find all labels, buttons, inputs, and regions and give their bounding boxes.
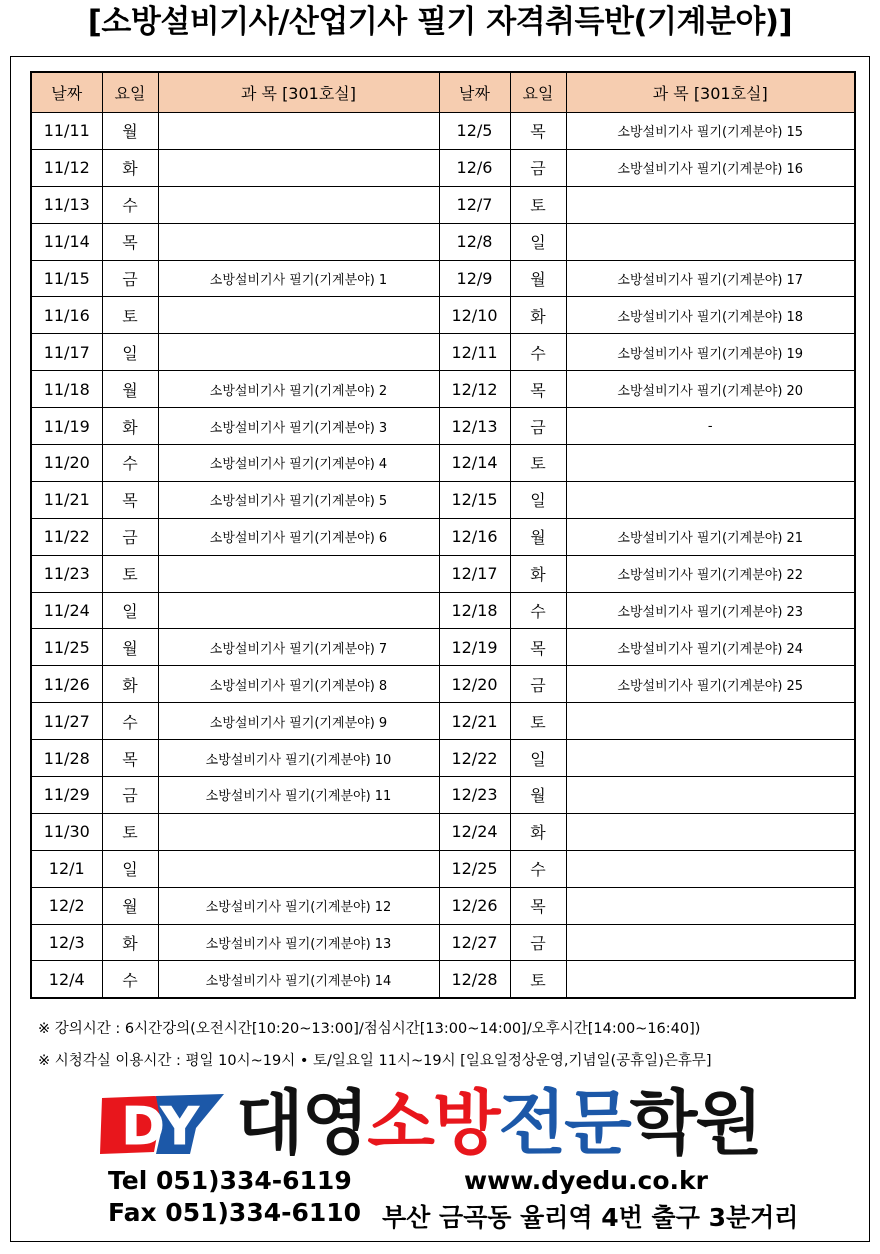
date-cell: 12/28 bbox=[439, 961, 510, 998]
date-cell: 12/12 bbox=[439, 371, 510, 408]
schedule-row bbox=[31, 445, 855, 482]
logo-text: DY bbox=[121, 1097, 199, 1157]
date-cell: 11/15 bbox=[31, 260, 102, 297]
date-cell: 11/16 bbox=[31, 297, 102, 334]
weekday-cell: 수 bbox=[102, 445, 158, 482]
weekday-cell: 월 bbox=[510, 260, 566, 297]
date-cell: 12/22 bbox=[439, 740, 510, 777]
date-cell: 11/19 bbox=[31, 408, 102, 445]
header-weekday: 요일 bbox=[510, 72, 566, 113]
weekday-cell: 토 bbox=[510, 703, 566, 740]
date-cell: 11/13 bbox=[31, 186, 102, 223]
page-title: [소방설비기사/산업기사 필기 자격취득반(기계분야)] bbox=[87, 4, 793, 40]
av-room-note: ※ 시청각실 이용시간 : 평일 10시~19시 • 토/일요일 11시~19시 [일요일정상운영,기념일(공휴일)은휴무] bbox=[38, 1053, 712, 1069]
date-cell: 12/13 bbox=[439, 408, 510, 445]
date-cell: 12/26 bbox=[439, 887, 510, 924]
header-date: 날짜 bbox=[31, 72, 102, 113]
address: 부산 금곡동 율리역 4번 출구 3분거리 bbox=[382, 1203, 799, 1232]
weekday-cell: 화 bbox=[102, 149, 158, 186]
subject-cell: 소방설비기사 필기(기계분야) 3 bbox=[158, 408, 439, 445]
date-cell: 11/27 bbox=[31, 703, 102, 740]
weekday-cell: 목 bbox=[510, 887, 566, 924]
subject-cell: 소방설비기사 필기(기계분야) 2 bbox=[158, 371, 439, 408]
date-cell: 11/29 bbox=[31, 777, 102, 814]
weekday-cell: 수 bbox=[510, 850, 566, 887]
subject-cell: 소방설비기사 필기(기계분야) 10 bbox=[158, 740, 439, 777]
schedule-row bbox=[31, 703, 855, 740]
schedule-row bbox=[31, 924, 855, 961]
subject-cell: 소방설비기사 필기(기계분야) 18 bbox=[566, 297, 855, 334]
subject-cell bbox=[158, 186, 439, 223]
weekday-cell: 월 bbox=[102, 629, 158, 666]
date-cell: 12/21 bbox=[439, 703, 510, 740]
weekday-cell: 일 bbox=[510, 740, 566, 777]
weekday-cell: 토 bbox=[510, 961, 566, 998]
date-cell: 12/8 bbox=[439, 223, 510, 260]
subject-cell bbox=[566, 481, 855, 518]
subject-cell: - bbox=[566, 408, 855, 445]
subject-cell bbox=[566, 961, 855, 998]
schedule-row bbox=[31, 149, 855, 186]
schedule-row bbox=[31, 113, 855, 150]
schedule-header-row bbox=[31, 72, 855, 113]
weekday-cell: 수 bbox=[102, 961, 158, 998]
weekday-cell: 수 bbox=[102, 703, 158, 740]
weekday-cell: 금 bbox=[510, 149, 566, 186]
weekday-cell: 토 bbox=[102, 813, 158, 850]
weekday-cell: 일 bbox=[510, 223, 566, 260]
date-cell: 11/21 bbox=[31, 481, 102, 518]
subject-cell: 소방설비기사 필기(기계분야) 23 bbox=[566, 592, 855, 629]
date-cell: 12/7 bbox=[439, 186, 510, 223]
weekday-cell: 토 bbox=[510, 445, 566, 482]
date-cell: 12/10 bbox=[439, 297, 510, 334]
header-date: 날짜 bbox=[439, 72, 510, 113]
academy-name-part3: 전문 bbox=[498, 1082, 630, 1164]
weekday-cell: 월 bbox=[102, 887, 158, 924]
weekday-cell: 목 bbox=[102, 481, 158, 518]
dy-logo bbox=[96, 1088, 232, 1160]
date-cell: 11/28 bbox=[31, 740, 102, 777]
weekday-cell: 목 bbox=[102, 223, 158, 260]
schedule-row bbox=[31, 666, 855, 703]
schedule-row bbox=[31, 334, 855, 371]
date-cell: 12/16 bbox=[439, 518, 510, 555]
schedule-row bbox=[31, 887, 855, 924]
date-cell: 12/23 bbox=[439, 777, 510, 814]
schedule-row bbox=[31, 481, 855, 518]
academy-name bbox=[236, 1078, 761, 1168]
weekday-cell: 목 bbox=[102, 740, 158, 777]
weekday-cell: 수 bbox=[510, 592, 566, 629]
date-cell: 11/24 bbox=[31, 592, 102, 629]
subject-cell: 소방설비기사 필기(기계분야) 16 bbox=[566, 149, 855, 186]
date-cell: 12/27 bbox=[439, 924, 510, 961]
schedule-row bbox=[31, 371, 855, 408]
subject-cell: 소방설비기사 필기(기계분야) 17 bbox=[566, 260, 855, 297]
date-cell: 12/14 bbox=[439, 445, 510, 482]
schedule-row bbox=[31, 297, 855, 334]
subject-cell: 소방설비기사 필기(기계분야) 7 bbox=[158, 629, 439, 666]
schedule-row bbox=[31, 555, 855, 592]
subject-cell bbox=[566, 813, 855, 850]
weekday-cell: 일 bbox=[102, 334, 158, 371]
weekday-cell: 일 bbox=[102, 592, 158, 629]
date-cell: 12/5 bbox=[439, 113, 510, 150]
date-cell: 12/19 bbox=[439, 629, 510, 666]
subject-cell bbox=[158, 223, 439, 260]
weekday-cell: 수 bbox=[102, 186, 158, 223]
date-cell: 12/9 bbox=[439, 260, 510, 297]
schedule-row bbox=[31, 629, 855, 666]
weekday-cell: 일 bbox=[102, 850, 158, 887]
subject-cell: 소방설비기사 필기(기계분야) 9 bbox=[158, 703, 439, 740]
schedule-row bbox=[31, 260, 855, 297]
subject-cell bbox=[566, 445, 855, 482]
date-cell: 11/22 bbox=[31, 518, 102, 555]
schedule-row bbox=[31, 850, 855, 887]
weekday-cell: 월 bbox=[510, 777, 566, 814]
subject-cell bbox=[566, 777, 855, 814]
date-cell: 12/20 bbox=[439, 666, 510, 703]
subject-cell: 소방설비기사 필기(기계분야) 12 bbox=[158, 887, 439, 924]
subject-cell bbox=[566, 223, 855, 260]
weekday-cell: 수 bbox=[510, 334, 566, 371]
subject-cell: 소방설비기사 필기(기계분야) 19 bbox=[566, 334, 855, 371]
date-cell: 12/1 bbox=[31, 850, 102, 887]
subject-cell bbox=[158, 592, 439, 629]
weekday-cell: 월 bbox=[510, 518, 566, 555]
weekday-cell: 일 bbox=[510, 481, 566, 518]
subject-cell bbox=[158, 850, 439, 887]
weekday-cell: 목 bbox=[510, 113, 566, 150]
date-cell: 12/4 bbox=[31, 961, 102, 998]
subject-cell: 소방설비기사 필기(기계분야) 15 bbox=[566, 113, 855, 150]
subject-cell: 소방설비기사 필기(기계분야) 8 bbox=[158, 666, 439, 703]
header-subject: 과 목 [301호실] bbox=[566, 72, 855, 113]
date-cell: 12/18 bbox=[439, 592, 510, 629]
weekday-cell: 화 bbox=[510, 813, 566, 850]
subject-cell: 소방설비기사 필기(기계분야) 21 bbox=[566, 518, 855, 555]
subject-cell bbox=[158, 334, 439, 371]
weekday-cell: 화 bbox=[102, 408, 158, 445]
weekday-cell: 금 bbox=[510, 666, 566, 703]
subject-cell bbox=[566, 887, 855, 924]
subject-cell bbox=[566, 703, 855, 740]
subject-cell: 소방설비기사 필기(기계분야) 11 bbox=[158, 777, 439, 814]
date-cell: 11/17 bbox=[31, 334, 102, 371]
schedule-row bbox=[31, 186, 855, 223]
weekday-cell: 토 bbox=[102, 297, 158, 334]
schedule-row bbox=[31, 777, 855, 814]
subject-cell: 소방설비기사 필기(기계분야) 1 bbox=[158, 260, 439, 297]
date-cell: 11/14 bbox=[31, 223, 102, 260]
subject-cell bbox=[158, 297, 439, 334]
date-cell: 11/26 bbox=[31, 666, 102, 703]
header-subject: 과 목 [301호실] bbox=[158, 72, 439, 113]
date-cell: 12/2 bbox=[31, 887, 102, 924]
subject-cell: 소방설비기사 필기(기계분야) 22 bbox=[566, 555, 855, 592]
date-cell: 11/30 bbox=[31, 813, 102, 850]
academy-name-part2: 소방 bbox=[367, 1082, 499, 1164]
weekday-cell: 금 bbox=[510, 924, 566, 961]
website: www.dyedu.co.kr bbox=[464, 1166, 708, 1195]
date-cell: 12/11 bbox=[439, 334, 510, 371]
date-cell: 12/25 bbox=[439, 850, 510, 887]
weekday-cell: 화 bbox=[102, 666, 158, 703]
date-cell: 11/20 bbox=[31, 445, 102, 482]
date-cell: 11/12 bbox=[31, 149, 102, 186]
date-cell: 11/18 bbox=[31, 371, 102, 408]
date-cell: 12/17 bbox=[439, 555, 510, 592]
weekday-cell: 목 bbox=[510, 629, 566, 666]
weekday-cell: 월 bbox=[102, 371, 158, 408]
fax-line: Fax 051)334-6110 bbox=[108, 1198, 362, 1227]
subject-cell bbox=[158, 555, 439, 592]
lecture-time-note: ※ 강의시간 : 6시간강의(오전시간[10:20~13:00]/점심시간[13:00~14:00]/오후시간[14:00~16:40]) bbox=[38, 1021, 701, 1037]
subject-cell bbox=[158, 149, 439, 186]
subject-cell: 소방설비기사 필기(기계분야) 25 bbox=[566, 666, 855, 703]
date-cell: 12/24 bbox=[439, 813, 510, 850]
weekday-cell: 금 bbox=[102, 260, 158, 297]
weekday-cell: 토 bbox=[510, 186, 566, 223]
header-weekday: 요일 bbox=[102, 72, 158, 113]
date-cell: 12/3 bbox=[31, 924, 102, 961]
weekday-cell: 금 bbox=[102, 777, 158, 814]
date-cell: 12/15 bbox=[439, 481, 510, 518]
date-cell: 11/23 bbox=[31, 555, 102, 592]
schedule-row bbox=[31, 740, 855, 777]
schedule-row bbox=[31, 813, 855, 850]
date-cell: 11/11 bbox=[31, 113, 102, 150]
weekday-cell: 화 bbox=[510, 555, 566, 592]
subject-cell bbox=[566, 186, 855, 223]
schedule-row bbox=[31, 408, 855, 445]
subject-cell: 소방설비기사 필기(기계분야) 6 bbox=[158, 518, 439, 555]
date-cell: 11/25 bbox=[31, 629, 102, 666]
subject-cell bbox=[158, 813, 439, 850]
schedule-row bbox=[31, 961, 855, 998]
subject-cell bbox=[158, 113, 439, 150]
subject-cell: 소방설비기사 필기(기계분야) 24 bbox=[566, 629, 855, 666]
subject-cell bbox=[566, 850, 855, 887]
weekday-cell: 목 bbox=[510, 371, 566, 408]
schedule-row bbox=[31, 518, 855, 555]
weekday-cell: 월 bbox=[102, 113, 158, 150]
schedule-body bbox=[31, 113, 855, 999]
academy-name-part4: 학원 bbox=[629, 1082, 761, 1164]
schedule-table bbox=[30, 71, 856, 999]
subject-cell: 소방설비기사 필기(기계분야) 20 bbox=[566, 371, 855, 408]
weekday-cell: 토 bbox=[102, 555, 158, 592]
weekday-cell: 금 bbox=[102, 518, 158, 555]
schedule-row bbox=[31, 592, 855, 629]
academy-name-part1: 대영 bbox=[236, 1082, 368, 1164]
subject-cell bbox=[566, 924, 855, 961]
subject-cell: 소방설비기사 필기(기계분야) 14 bbox=[158, 961, 439, 998]
weekday-cell: 금 bbox=[510, 408, 566, 445]
subject-cell: 소방설비기사 필기(기계분야) 5 bbox=[158, 481, 439, 518]
subject-cell: 소방설비기사 필기(기계분야) 13 bbox=[158, 924, 439, 961]
schedule-row bbox=[31, 223, 855, 260]
subject-cell: 소방설비기사 필기(기계분야) 4 bbox=[158, 445, 439, 482]
tel-line: Tel 051)334-6119 bbox=[108, 1166, 352, 1195]
subject-cell bbox=[566, 740, 855, 777]
weekday-cell: 화 bbox=[510, 297, 566, 334]
date-cell: 12/6 bbox=[439, 149, 510, 186]
weekday-cell: 화 bbox=[102, 924, 158, 961]
